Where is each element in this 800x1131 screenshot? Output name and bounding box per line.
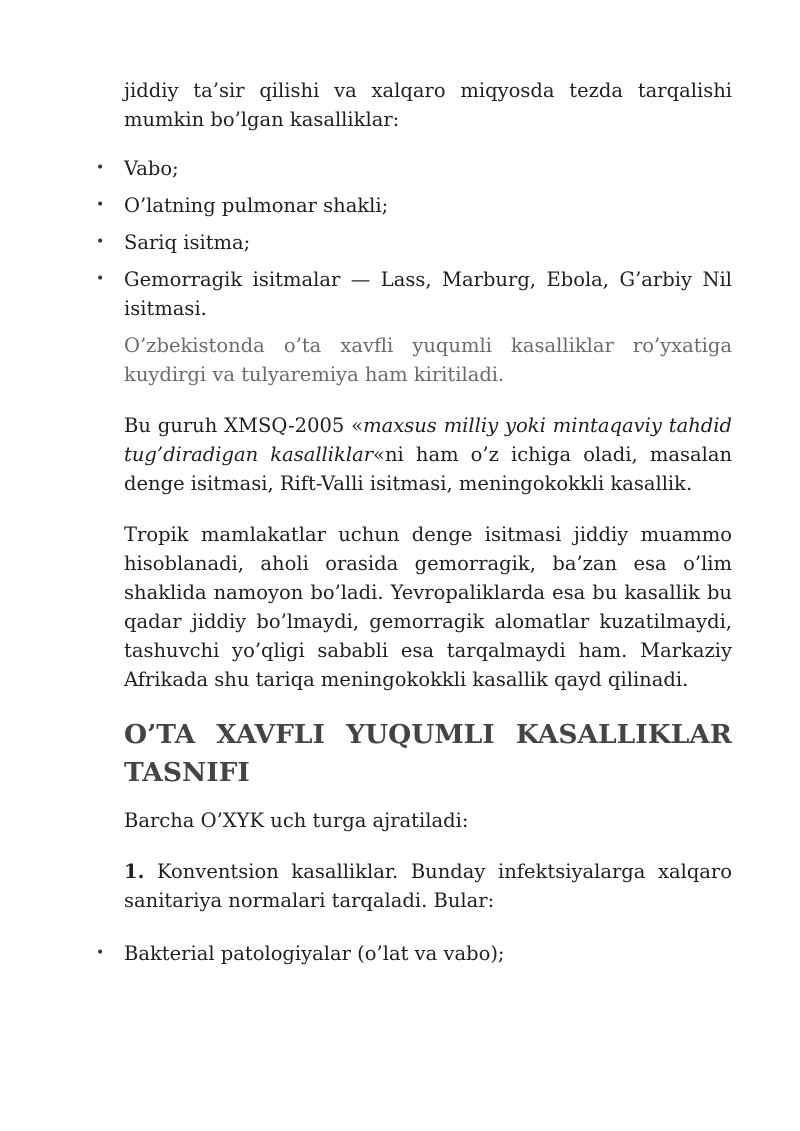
uzbekistan-note: O’zbekistonda o’ta xavfli yuqumli kasalliklar ro’yxatiga kuydirgi va tulyaremiya ham kiritiladi. [124, 334, 732, 386]
bullet-icon: • [96, 160, 105, 176]
paragraph-text-before: Bu guruh XMSQ-2005 « [124, 414, 364, 437]
bullet-icon: • [96, 234, 105, 250]
heading-word: XAVFLI [216, 719, 325, 750]
intro-paragraph: jiddiy ta’sir qilishi va xalqaro miqyosda tezda tarqalishi mumkin bo’lgan kasalliklar: [124, 79, 732, 131]
list-item-text: Gemorragik isitmalar — Lass, Marburg, Ebola, G’arbiy Nil isitmasi. [124, 268, 732, 320]
paragraph-conventional [124, 857, 732, 915]
section-heading [124, 716, 732, 792]
paragraph-conventional-text: Konventsion kasalliklar. Bunday infektsiyalarga xalqaro sanitariya normalari tarqaladi. Bular: [124, 860, 732, 912]
heading-line-2: TASNIFI [124, 757, 250, 788]
bullet-icon: • [96, 271, 105, 287]
list-item-text: O’latning pulmonar shakli; [124, 194, 389, 217]
list-item [96, 228, 732, 257]
list-item-text: Vabo; [124, 157, 179, 180]
list-item-text: Sariq isitma; [124, 231, 251, 254]
bacterial-list [96, 939, 732, 968]
list-item [96, 154, 732, 183]
heading-word: O’TA [124, 719, 196, 750]
paragraph-types: Barcha O’XYK uch turga ajratiladi: [124, 809, 469, 832]
list-item [96, 191, 732, 220]
paragraph-italic-quote: maxsus milliy yoki mintaqaviy tahdid tug’diradigan kasalliklar [124, 414, 732, 466]
list-item [96, 265, 732, 323]
document-body [96, 76, 733, 976]
paragraph-text-after: «ni ham o’z ichiga oladi, masalan denge isitmasi, Rift-Valli isitmasi, meningokokkli kasallik. [124, 443, 733, 495]
heading-word: KASALLIKLAR [515, 719, 732, 750]
heading-line-1 [124, 716, 732, 754]
disease-list [96, 154, 732, 323]
heading-word: YUQUMLI [346, 719, 495, 750]
paragraph-ihr-group [124, 411, 732, 498]
bullet-icon: • [96, 945, 105, 961]
bullet-icon: • [96, 197, 105, 213]
paragraph-tropical: Tropik mamlakatlar uchun denge isitmasi jiddiy muammo hisoblanadi, aholi orasida gemorragik, ba’zan esa o’lim shaklida namoyon bo’ladi. Yevropaliklarda esa bu kasallik bu qadar jiddiy bo’lmaydi, gemorragik alomatlar kuzatilmaydi, tashuvchi yo’qligi sababli esa tarqalmaydi ham. Markaziy Afrikada shu tariqa meningokokkli kasallik qayd qilinadi. [124, 523, 732, 691]
list-item [96, 939, 732, 968]
list-number: 1. [124, 860, 145, 883]
list-item-text: Bakterial patologiyalar (o’lat va vabo); [124, 942, 505, 965]
